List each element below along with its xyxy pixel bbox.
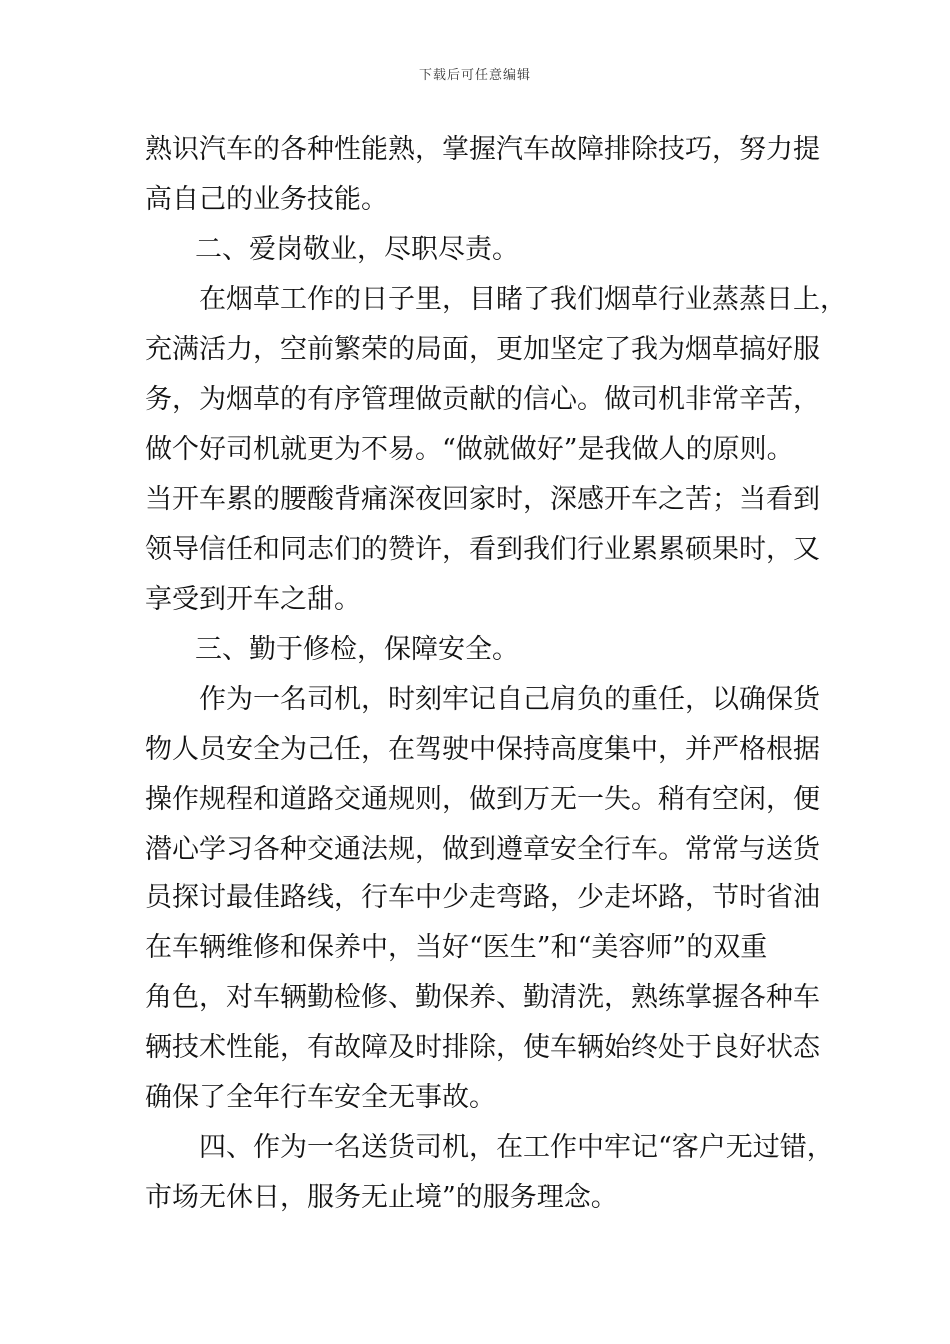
- text-line: 潜心学习各种交通法规，做到遵章安全行车。常常与送货: [145, 834, 820, 865]
- text-line: 物人员安全为己任，在驾驶中保持高度集中，并严格根据: [145, 734, 820, 765]
- text-line: 在车辆维修和保养中，当好“医生”和“美容师”的双重: [145, 932, 768, 963]
- text-line: 领导信任和同志们的赞许，看到我们行业累累硕果时，又: [145, 534, 820, 565]
- text-line: 辆技术性能，有故障及时排除，使车辆始终处于良好状态: [145, 1032, 820, 1063]
- text-line: 享受到开车之甜。: [145, 584, 361, 615]
- text-line: 高自己的业务技能。: [145, 184, 388, 215]
- section-heading: 三、勤于修检，保障安全。: [195, 634, 519, 665]
- text-line: 当开车累的腰酸背痛深夜回家时，深感开车之苦；当看到: [145, 484, 820, 515]
- section-heading: 二、爱岗敬业，尽职尽责。: [195, 234, 519, 265]
- text-line: 确保了全年行车安全无事故。: [145, 1082, 496, 1113]
- text-line: 市场无休日，服务无止境”的服务理念。: [145, 1182, 618, 1213]
- text-line: 在烟草工作的日子里，目睹了我们烟草行业蒸蒸日上，: [199, 284, 847, 315]
- text-line: 角色，对车辆勤检修、勤保养、勤清洗，熟练掌握各种车: [145, 982, 820, 1013]
- text-line: 员探讨最佳路线，行车中少走弯路，少走坏路，节时省油: [145, 882, 820, 913]
- text-line: 充满活力，空前繁荣的局面，更加坚定了我为烟草搞好服: [145, 334, 820, 365]
- text-line: 务，为烟草的有序管理做贡献的信心。做司机非常辛苦，: [145, 384, 820, 415]
- text-line: 熟识汽车的各种性能熟，掌握汽车故障排除技巧，努力提: [145, 134, 820, 165]
- text-line: 操作规程和道路交通规则，做到万无一失。稍有空闲，便: [145, 784, 820, 815]
- text-line: 做个好司机就更为不易。“做就做好”是我做人的原则。: [145, 434, 794, 465]
- header-note: 下载后可任意编辑: [418, 68, 531, 83]
- text-line: 作为一名司机，时刻牢记自己肩负的重任，以确保货: [199, 684, 820, 715]
- section-heading: 四、作为一名送货司机，在工作中牢记“客户无过错，: [199, 1132, 834, 1163]
